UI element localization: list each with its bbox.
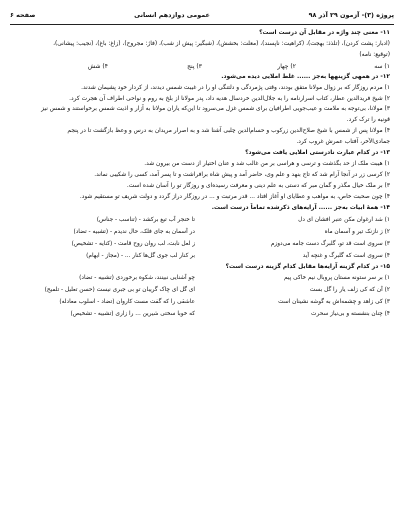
q15-verse-3-b: عاشقی را که گفت مست کاروان (تضاد - اسلوب معادله) <box>59 299 195 306</box>
page-content <box>14 28 390 320</box>
q11-option-3[interactable]: ۳) پنج <box>187 62 202 70</box>
q11-stem: ۱۱- معنی چند واژه در مقابل آن درست است؟ <box>259 30 390 36</box>
q15-verse-1-a[interactable]: ۱) بر سر ستونه مستان پروبال نیم خاکی پیم <box>284 275 390 282</box>
q13-option-1[interactable]: ۱) هیبت ملک از حد بگذشت و ترسی و هراسی بر من غالب شد و عنان اختیار از دست من بیرون شد. <box>144 160 390 167</box>
q14-stem: ۱۴- همهٔ ابیات به‌جز ...... آرایه‌های ذکرشده تماماً درست است. <box>211 204 390 211</box>
q15-verses <box>14 272 390 320</box>
header-subject: عمومی دوازدهم انسانی <box>134 11 210 19</box>
q14-verse-4-b: بر کنار لب جوی گل‌ها کنار ... - (مجاز - ایهام) <box>86 252 195 259</box>
q15-verse-2-a[interactable]: ۲) آن که کی زلف یار را گل بست <box>309 287 390 294</box>
header-exam-title: پروژه (۳)- آزمون ۲۹ آذر ۹۸ <box>308 11 394 19</box>
q14-verse-1-b: تا خنجر آب تیغ برکشد - (تناسب - جناس) <box>96 216 195 223</box>
q11-option-2[interactable]: ۲) چهار <box>277 62 296 70</box>
q15-verse-4-b: که خوبا سختی شیرین ... را زاری (تشبیه - تشخیص) <box>70 311 195 318</box>
q14-verse-2-b: در آسمان به جای فلک، حال ندیدم - (تشبیه - تضاد) <box>73 228 195 235</box>
q15-stem: ۱۵- در کدام گزینه آرایه‌ها مقابل کدام گزینه درست است؟ <box>225 263 390 270</box>
page-header <box>10 8 394 25</box>
q14-verse-2-a[interactable]: ۲) ز نازنک تیر و آسمان ماه <box>324 228 390 235</box>
q12-option-3-cont: قونیه را ترک کرد. <box>346 117 390 124</box>
q13-stem: ۱۳- در کدام عبارت نادرستی املایی یافت می‌شود؟ <box>245 150 390 157</box>
q13-option-2[interactable]: ۲) کرسی زر در آنجا آرام شد که تاج بنهد و علم وی، حاضر آمد و پیش شاه برافراشت و تا پسر آمد، کسی را شکیبی نماند. <box>94 171 390 178</box>
q15-verse-2-b: ای گل ای چاک گریبان تو بی جبری نیست (حسن تعلیل - تلمیح) <box>44 287 195 294</box>
q14-verse-1-a[interactable]: ۱) شد ارغوان مکن عنبر افشان ای دل <box>298 216 390 223</box>
header-page-number: صفحه ۶ <box>10 11 36 19</box>
q14-verses <box>14 214 390 262</box>
q15-verse-4-a[interactable]: ۴) چنان بنشسته و بی‌نیاز سحرت <box>311 311 390 318</box>
q11-options <box>14 61 390 72</box>
q12-option-3[interactable]: ۳) مولانا، بی‌توجه به ملامت و عیب‌جویی اطرافیان برای شمس غزل می‌سرود تا این‌که یاران مولانا به آزار و اذیت شمس برخواستند و شمس نیز <box>41 106 390 113</box>
q12-option-1[interactable]: ۱) مردم روزگار که بر زوال مولانا متفق بودند، وقتی پژمردگی و دلتنگی او را در غیبت شمس دیدند، از کردار خود پشیمان شدند. <box>81 84 390 91</box>
q13-option-4[interactable]: ۴) چون صحبت خاص، به مواهب و عطایای او آغاز افتاد ... قدر مرتبت و ... در روزگار دراز گردد و دولت شریف تو مستقیم شود. <box>79 193 390 200</box>
q14-verse-3-b: ز لعل نابت، لب روان روح قامت - (کنایه - تشخیص) <box>71 240 195 247</box>
q15-verse-3-a[interactable]: ۳) کی زاهد و چشمه‌اش به گوشه نشینان است <box>278 299 390 306</box>
q12-option-4[interactable]: ۴) مولانا پس از شمس با شیخ صلاح‌الدین زرکوب و حسام‌الدین چلبی آشنا شد و به اصرار مریدان به درس و وعظ بازگشت تا در پنجم <box>67 128 390 135</box>
q11-option-1[interactable]: ۱) سه <box>374 62 390 70</box>
q11-option-4[interactable]: ۴) شش <box>87 62 108 70</box>
q14-verse-4-a[interactable]: ۴) سروی است که گلبرگ و غنچه آید <box>302 252 390 259</box>
q13-option-3[interactable]: ۳) بر ملک خیال مگذر و گمان مبر که دستی به علم دینی و معرفت رسیده‌ای و روزگار تو را آسان شده است. <box>126 182 390 189</box>
q12-option-2[interactable]: ۲) شیخ فریدالدین عطار، کتاب اسرارنامه را به جلال‌الدین خردسال هدیه داد، پدر مولانا از بلخ به روم و نواحی اطراف آن هجرت کرد. <box>69 95 390 102</box>
q12-option-4-cont: جمادی‌الآخر، آفتاب عمرش غروب کرد. <box>296 139 390 146</box>
q15-verse-1-b: چو آشنایی نبینند، شکوه برخوردی (تشبیه - تضاد) <box>79 275 195 282</box>
q11-words-cont: (توقیع: نامه) <box>359 51 390 58</box>
q11-words: (ادبار: پشت کردن)، (تلذذ: بهجت)، (کراهیت: ناپسند)، (معلت: بخشش)، (شبگیر: پیش از شب)، (فاژ: مجروح)، (زاغ: باغ)، (نجیب: پیشانی)، <box>53 40 390 47</box>
q14-verse-3-a[interactable]: ۳) سروی است قد تو، گلبرگ دست جامه می‌دوزم <box>270 240 390 247</box>
q12-stem: ۱۲- در همهی گزینهها به‌جز ...... غلط املایی دیده می‌شود. <box>221 73 390 80</box>
